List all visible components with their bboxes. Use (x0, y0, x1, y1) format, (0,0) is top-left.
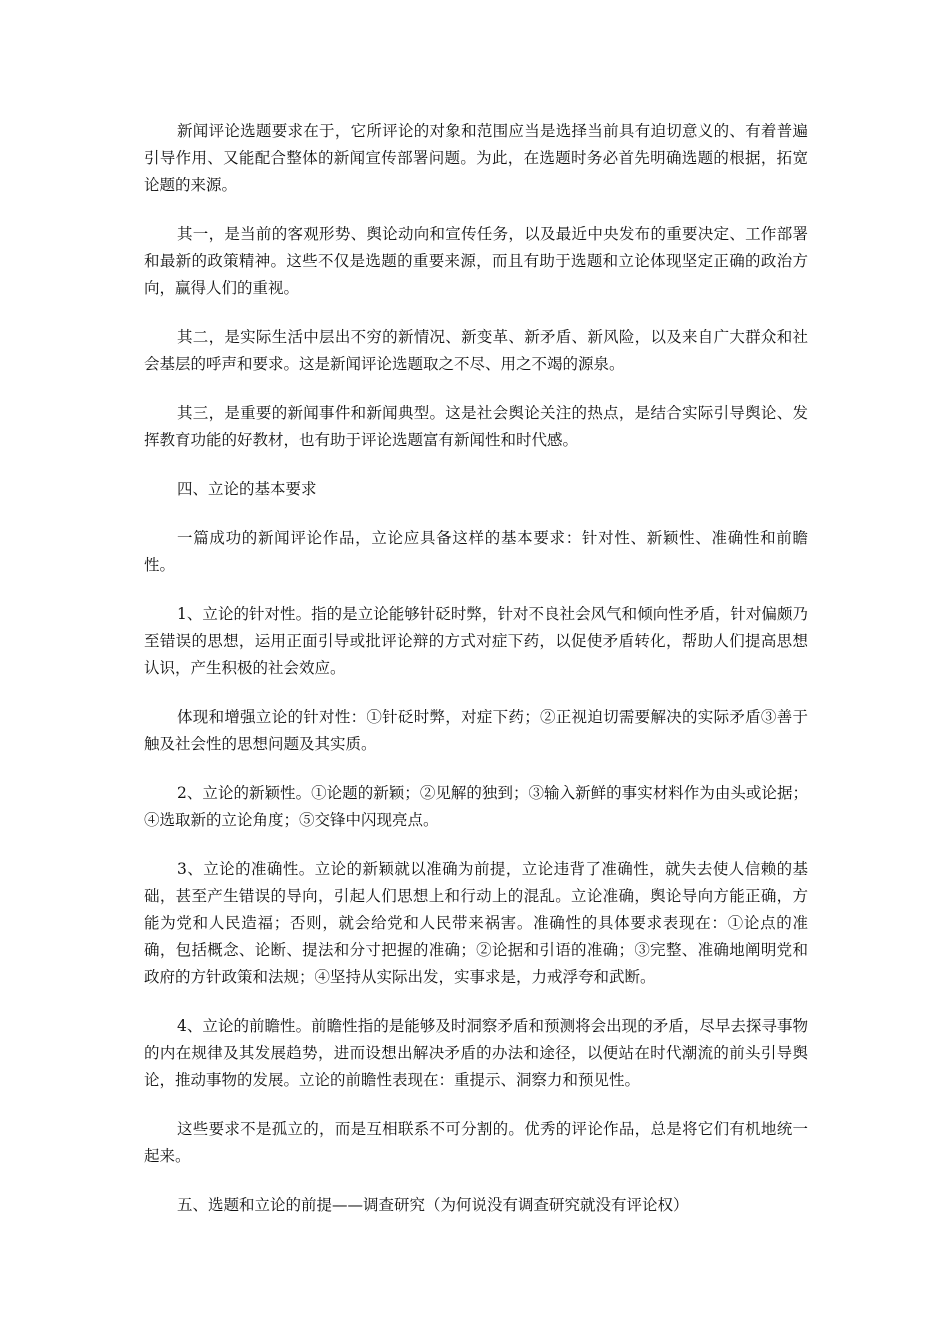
section-heading-five: 五、选题和立论的前提——调查研究（为何说没有调查研究就没有评论权） (177, 1196, 689, 1214)
paragraph-unity: 这些要求不是孤立的，而是互相联系不可分割的。优秀的评论作品，总是将它们有机地统一起来。 (144, 1120, 808, 1165)
paragraph-pertinence: 1、立论的针对性。指的是立论能够针砭时弊，针对不良社会风气和倾向性矛盾，针对偏颇乃至错误的思想，运用正面引导或批评论辩的方式对症下药，以促使矛盾转化，帮助人们提高思想认识，产生积极的社会效应。 (144, 605, 808, 677)
paragraph-basic-requirements: 一篇成功的新闻评论作品，立论应具备这样的基本要求：针对性、新颖性、准确性和前瞻性。 (144, 529, 808, 574)
paragraph-novelty: 2、立论的新颖性。①论题的新颖；②见解的独到；③输入新鲜的事实材料作为由头或论据；④选取新的立论角度；⑤交锋中闪现亮点。 (144, 784, 808, 829)
paragraph-source-one: 其一，是当前的客观形势、舆论动向和宣传任务，以及最近中央发布的重要决定、工作部署和最新的政策精神。这些不仅是选题的重要来源，而且有助于选题和立论体现坚定正确的政治方向，赢得人们的重视。 (144, 225, 808, 297)
paragraph-accuracy: 3、立论的准确性。立论的新颖就以准确为前提，立论违背了准确性，就失去使人信赖的基础，甚至产生错误的导向，引起人们思想上和行动上的混乱。立论准确，舆论导向方能正确，方能为党和人民造福；否则，就会给党和人民带来祸害。准确性的具体要求表现在：①论点的准确，包括概念、论断、提法和分寸把握的准确；②论据和引语的准确；③完整、准确地阐明党和政府的方针政策和法规；④坚持从实际出发，实事求是，力戒浮夸和武断。 (144, 860, 808, 986)
document-page (144, 118, 808, 1241)
paragraph-foresight: 4、立论的前瞻性。前瞻性指的是能够及时洞察矛盾和预测将会出现的矛盾，尽早去探寻事物的内在规律及其发展趋势，进而设想出解决矛盾的办法和途径，以便站在时代潮流的前头引导舆论，推动事物的发展。立论的前瞻性表现在：重提示、洞察力和预见性。 (144, 1017, 808, 1089)
paragraph-pertinence-methods: 体现和增强立论的针对性：①针砭时弊，对症下药；②正视迫切需要解决的实际矛盾③善于触及社会性的思想问题及其实质。 (144, 708, 808, 753)
paragraph-source-three: 其三，是重要的新闻事件和新闻典型。这是社会舆论关注的热点，是结合实际引导舆论、发挥教育功能的好教材，也有助于评论选题富有新闻性和时代感。 (144, 404, 808, 449)
section-heading-four: 四、立论的基本要求 (177, 480, 317, 498)
paragraph-topic-requirements: 新闻评论选题要求在于，它所评论的对象和范围应当是选择当前具有迫切意义的、有着普遍引导作用、又能配合整体的新闻宣传部署问题。为此，在选题时务必首先明确选题的根据，拓宽论题的来源。 (144, 122, 808, 194)
paragraph-source-two: 其二，是实际生活中层出不穷的新情况、新变革、新矛盾、新风险，以及来自广大群众和社会基层的呼声和要求。这是新闻评论选题取之不尽、用之不竭的源泉。 (144, 328, 808, 373)
